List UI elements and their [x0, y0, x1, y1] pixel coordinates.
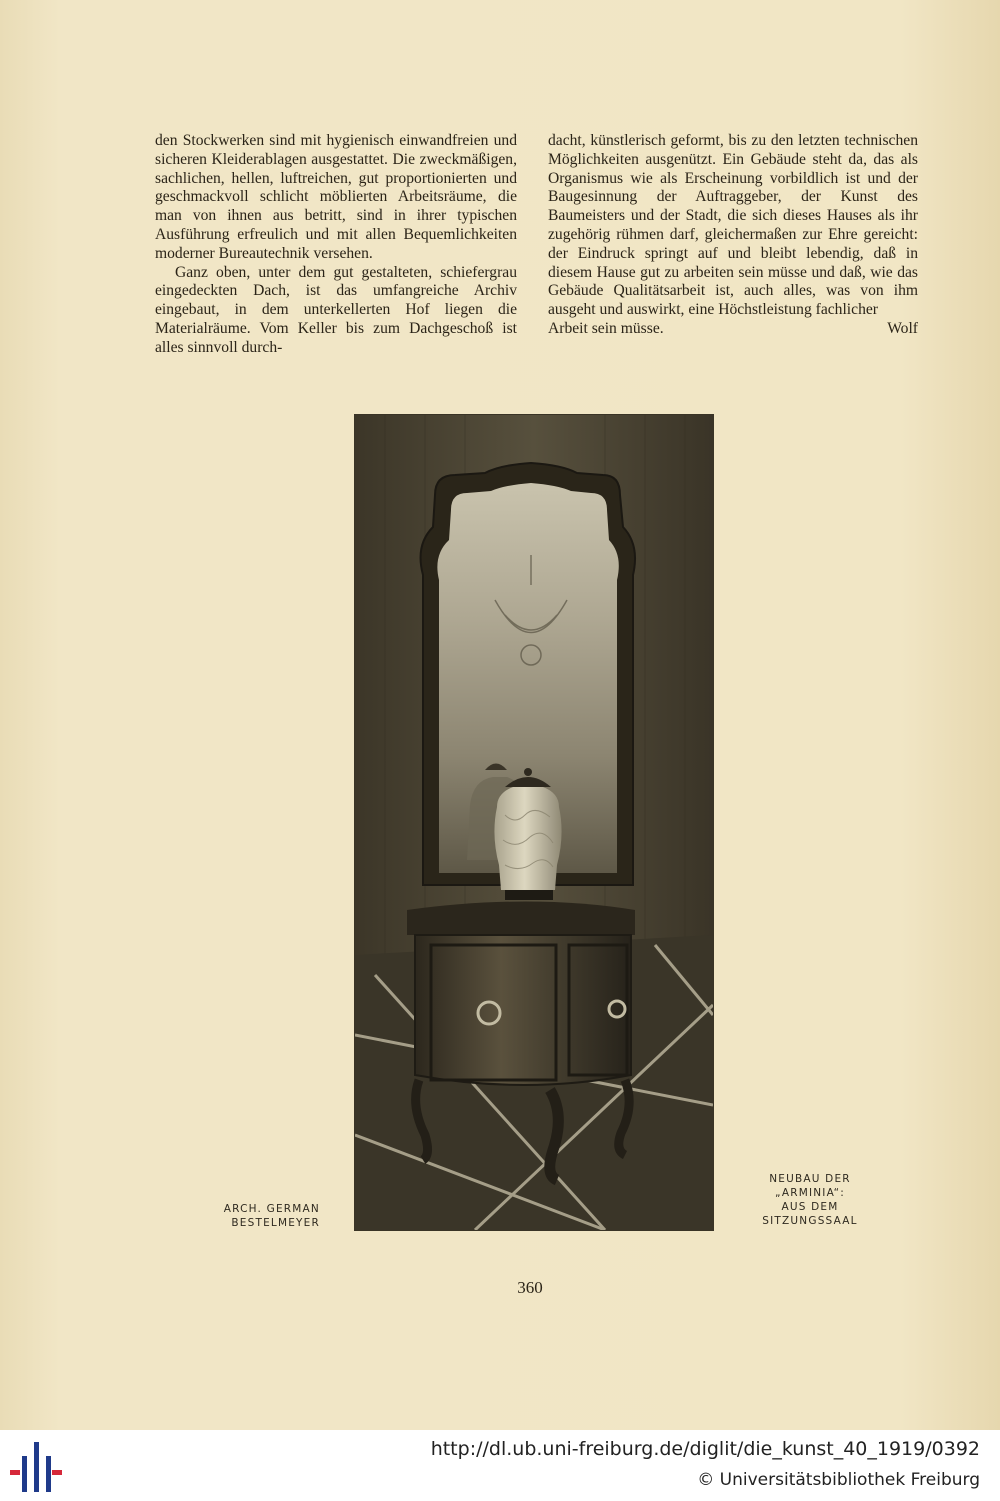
- page-number: 360: [517, 1278, 543, 1297]
- author-signature: Wolf: [887, 319, 918, 337]
- photograph-mirror-and-cabinet: [355, 415, 713, 1230]
- paragraph: Ganz oben, unter dem gut gestalteten, schiefergrau eingedeckten Dach, ist das umfangreiche Archiv eingebaut, in dem unterkellerten Hof liegen die Materialräume. Vom Keller bis zum Dachgeschoß ist alles sinnvoll durch-: [155, 263, 517, 356]
- caption-subject: [745, 1172, 875, 1228]
- photo-illustration: [355, 415, 713, 1230]
- paragraph: den Stockwerken sind mit hygienisch einwandfreien und sicheren Kleiderablagen ausgestattet. Die zweckmäßigen, sachlichen, hellen, luftreichen, gut proportionierten und geschmackvoll schlicht möblierten Arbeitsräume, die man von ihnen aus betritt, sind in ihrer typischen Ausführung erfreulich und mit allen Bequemlichkeiten moderner Bureautechnik versehen.: [155, 132, 517, 262]
- library-logo-icon: [10, 1440, 62, 1494]
- paragraph: dacht, künstlerisch geformt, bis zu den letzten technischen Möglichkeiten ausgenützt. Ein Gebäude steht da, das als Organismus wie als Erscheinung vorbildlich ist und der Baugesinnung der Auftraggeber, der Kunst des Baumeisters und der Stadt, die sich dieses Hauses als ihr zugehörig rühmen darf, gleichermaßen zur Ehre gereicht: der Eindruck springt auf und bleibt lebendig, daß in diesem Hause gut zu arbeiten sein müsse und daß, wie das Gebäude Qualitätsarbeit ist, auch alles, was von ihm ausgeht und auswirkt, eine Höchstleistung fachlicher: [548, 132, 918, 319]
- text-column-left: [155, 132, 517, 358]
- caption-line: NEUBAU DER: [769, 1173, 851, 1185]
- caption-line: AUS DEM: [781, 1201, 839, 1213]
- caption-line: „ARMINIA“:: [774, 1187, 846, 1199]
- caption-line: BESTELMEYER: [231, 1217, 320, 1229]
- copyright-notice: © Universitätsbibliothek Freiburg: [697, 1470, 980, 1490]
- permalink-url[interactable]: http://dl.ub.uni-freiburg.de/diglit/die_kunst_40_1919/0392: [430, 1438, 980, 1460]
- caption-line: ARCH. GERMAN: [223, 1203, 320, 1215]
- viewer-footer: [0, 1430, 1000, 1501]
- caption-line: SITZUNGSSAAL: [762, 1215, 858, 1227]
- text-column-right: [548, 132, 918, 339]
- closing-line: [548, 320, 918, 339]
- caption-architect: [190, 1202, 320, 1230]
- closing-text: Arbeit sein müsse.: [548, 319, 664, 337]
